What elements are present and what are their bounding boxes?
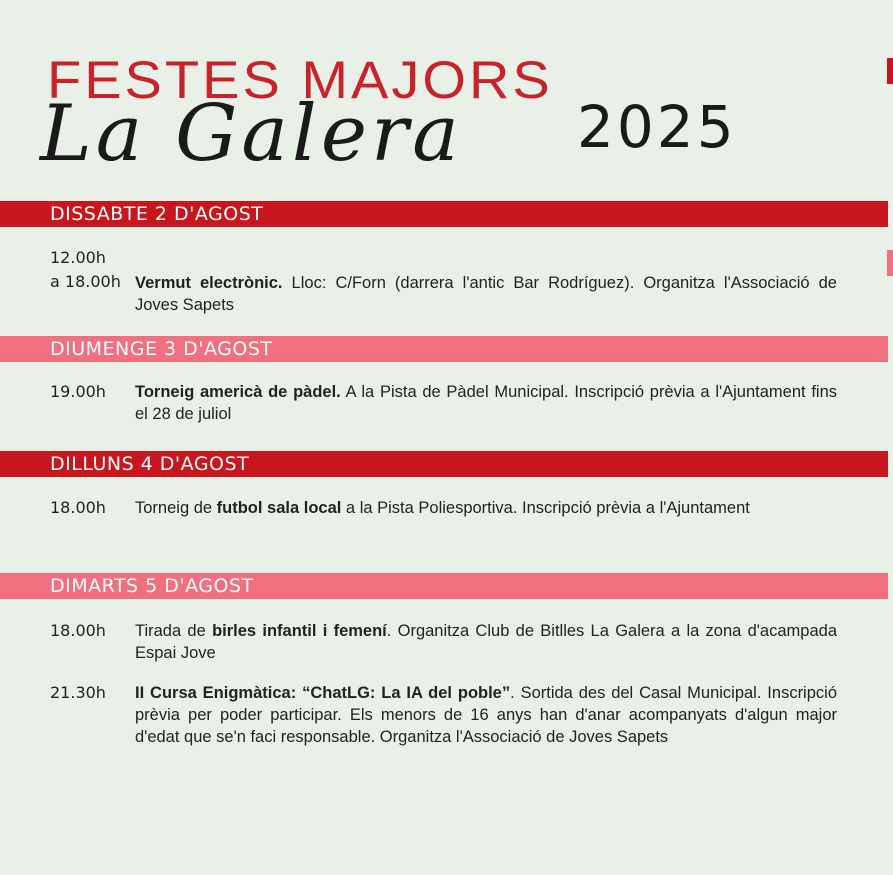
event-text: . Sortida des del Casal Municipal. Inscripció prèvia per poder participar. Els menors de 16 anys han d'anar acompanyats d'algun major d'edat que se'n faci responsable. Organitza l'Associació de Joves Sapets — [135, 684, 837, 746]
page-title-top: FESTES MAJORS — [47, 49, 553, 110]
event-text: A la Pista de Pàdel Municipal. Inscripció prèvia a l'Ajuntament fins el 28 de juliol — [135, 383, 838, 423]
event-time: 21.30h — [50, 683, 106, 702]
event-text: a la Pista Poliesportiva. Inscripció prèvia a l'Ajuntament — [341, 499, 750, 517]
event-title: Torneig americà de pàdel. — [135, 383, 341, 401]
day-band-sunday: DIUMENGE 3 D'AGOST — [0, 336, 888, 362]
page-title-year: 2025 — [577, 93, 737, 161]
page-title-script: La Galera — [40, 89, 463, 179]
edge-mark-middle — [887, 250, 893, 276]
event-text: Lloc: C/Forn (darrera l'antic Bar Rodríguez). Organitza l'Associació de Joves Sapets — [135, 274, 837, 314]
event-time-start: 12.00h — [50, 248, 106, 267]
event-text: . Organitza Club de Bitlles La Galera a la zona d'acampada Espai Jove — [135, 622, 837, 662]
day-band-tuesday: DIMARTS 5 D'AGOST — [0, 573, 888, 599]
event-title: birles infantil i femení — [212, 622, 387, 640]
event-description — [135, 381, 837, 425]
event-description — [135, 620, 837, 664]
event-time: 18.00h — [50, 498, 106, 517]
event-description — [135, 272, 837, 316]
event-time: 18.00h — [50, 621, 106, 640]
event-time-end: a 18.00h — [50, 272, 121, 291]
event-description — [135, 497, 837, 519]
event-title: Vermut electrònic. — [135, 274, 283, 292]
day-band-monday: DILLUNS 4 D'AGOST — [0, 451, 888, 477]
event-time: 19.00h — [50, 382, 106, 401]
event-description — [135, 682, 837, 748]
edge-mark-top — [887, 58, 893, 84]
event-title: II Cursa Enigmàtica: “ChatLG: La IA del poble” — [135, 684, 511, 702]
event-pre: Tirada de — [135, 622, 213, 640]
event-title: futbol sala local — [216, 499, 342, 517]
event-pre: Torneig de — [135, 499, 217, 517]
day-band-saturday: DISSABTE 2 D'AGOST — [0, 201, 888, 227]
